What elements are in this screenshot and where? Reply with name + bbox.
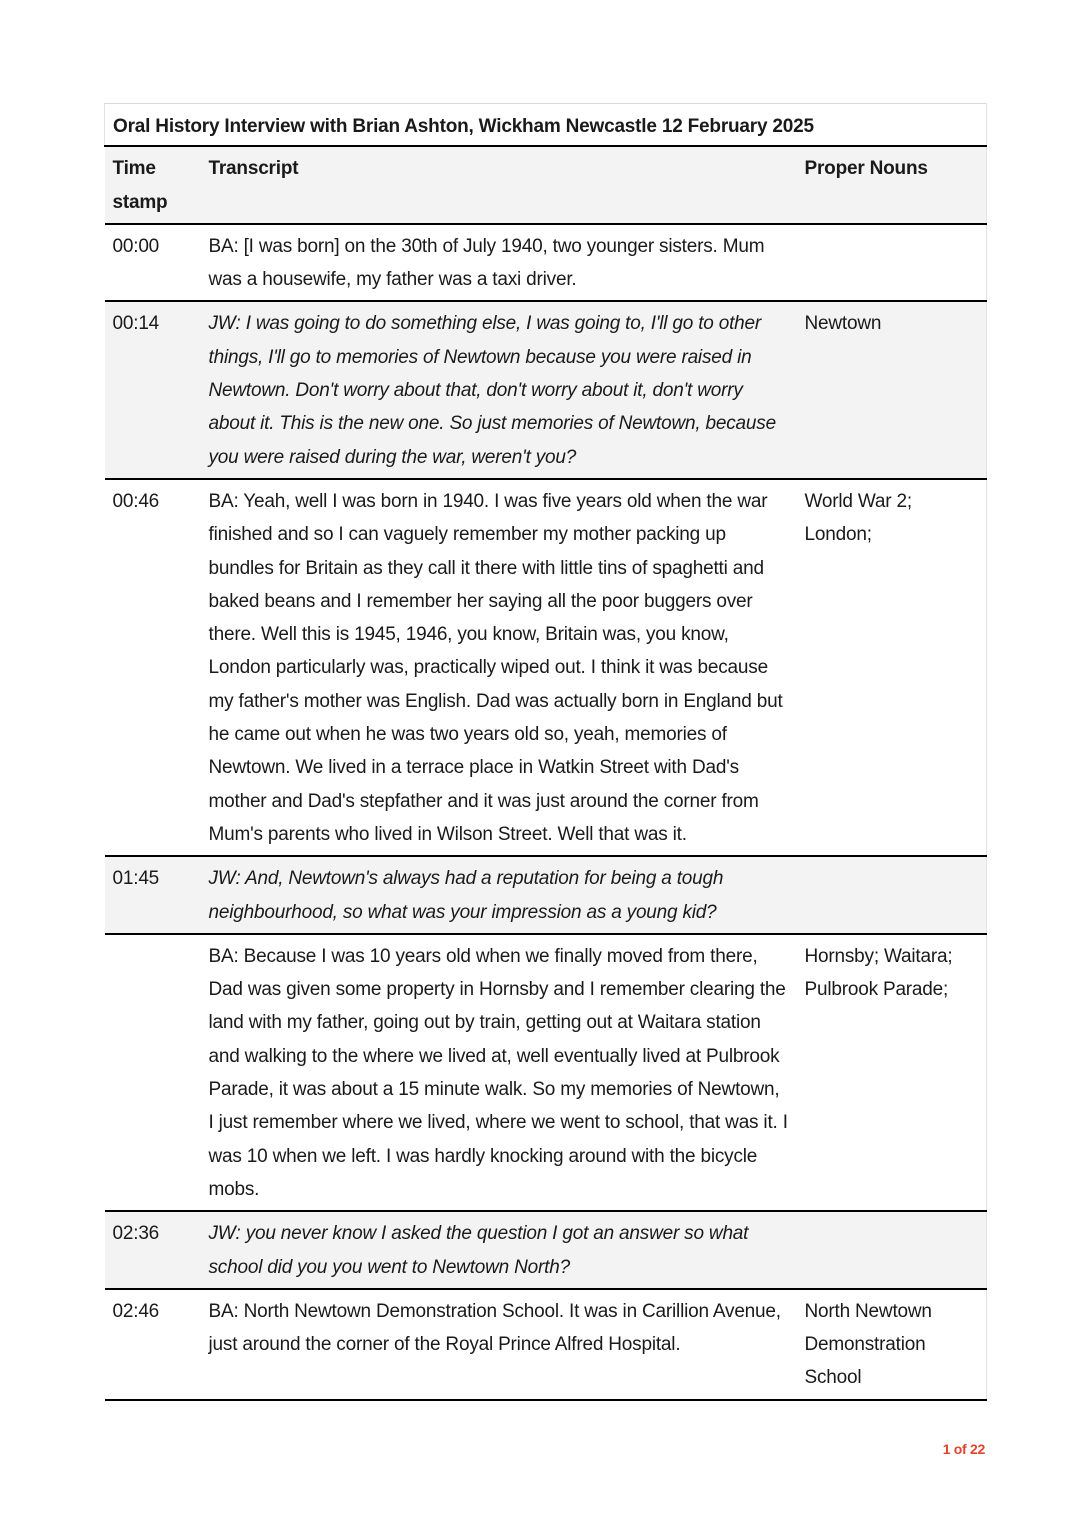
table-row — [105, 1289, 987, 1400]
transcript-cell: JW: And, Newtown's always had a reputation for being a tough neighbourhood, so what was your impression as a young kid? — [201, 856, 797, 934]
table-row — [105, 224, 987, 302]
header-proper-nouns: Proper Nouns — [797, 146, 987, 224]
page-number: 1 of 22 — [942, 1441, 985, 1457]
time-cell: 00:14 — [105, 301, 201, 478]
document-title: Oral History Interview with Brian Ashton, Wickham Newcastle 12 February 2025 — [105, 104, 987, 147]
table-row — [105, 301, 987, 478]
nouns-cell: Hornsby; Waitara; Pulbrook Parade; — [797, 934, 987, 1211]
table-row — [105, 1211, 987, 1289]
transcript-table — [104, 103, 987, 1401]
transcript-cell: BA: Because I was 10 years old when we finally moved from there, Dad was given some property in Hornsby and I remember clearing the land with my father, going out by train, getting out at Waitara station and walking to the where we lived at, well eventually lived at Pulbrook Parade, it was about a 15 minute walk. So my memories of Newtown, I just remember where we lived, where we went to school, that was it. I was 10 when we left. I was hardly knocking around with the bicycle mobs. — [201, 934, 797, 1211]
nouns-cell — [797, 856, 987, 934]
time-cell: 00:00 — [105, 224, 201, 302]
nouns-cell: Newtown — [797, 301, 987, 478]
nouns-cell: World War 2; London; — [797, 479, 987, 856]
time-cell: 01:45 — [105, 856, 201, 934]
table-row — [105, 934, 987, 1211]
time-cell: 02:36 — [105, 1211, 201, 1289]
transcript-cell: BA: [I was born] on the 30th of July 1940, two younger sisters. Mum was a housewife, my father was a taxi driver. — [201, 224, 797, 302]
title-row — [105, 104, 987, 147]
transcript-cell: JW: you never know I asked the question I got an answer so what school did you you went to Newtown North? — [201, 1211, 797, 1289]
nouns-cell — [797, 1211, 987, 1289]
header-time: Time stamp — [105, 146, 201, 224]
nouns-cell — [797, 224, 987, 302]
table-row — [105, 479, 987, 856]
header-transcript: Transcript — [201, 146, 797, 224]
transcript-cell: JW: I was going to do something else, I was going to, I'll go to other things, I'll go to memories of Newtown because you were raised in Newtown. Don't worry about that, don't worry about it, don't worry about it. This is the new one. So just memories of Newtown, because you were raised during the war, weren't you? — [201, 301, 797, 478]
time-cell — [105, 934, 201, 1211]
table-row — [105, 856, 987, 934]
nouns-cell: North Newtown Demonstration School — [797, 1289, 987, 1400]
header-row — [105, 146, 987, 224]
time-cell: 02:46 — [105, 1289, 201, 1400]
transcript-cell: BA: North Newtown Demonstration School. It was in Carillion Avenue, just around the corner of the Royal Prince Alfred Hospital. — [201, 1289, 797, 1400]
time-cell: 00:46 — [105, 479, 201, 856]
transcript-cell: BA: Yeah, well I was born in 1940. I was five years old when the war finished and so I can vaguely remember my mother packing up bundles for Britain as they call it there with little tins of spaghetti and baked beans and I remember her saying all the poor buggers over there. Well this is 1945, 1946, you know, Britain was, you know, London particularly was, practically wiped out. I think it was because my father's mother was English. Dad was actually born in England but he came out when he was two years old so, yeah, memories of Newtown. We lived in a terrace place in Watkin Street with Dad's mother and Dad's stepfather and it was just around the corner from Mum's parents who lived in Wilson Street. Well that was it. — [201, 479, 797, 856]
